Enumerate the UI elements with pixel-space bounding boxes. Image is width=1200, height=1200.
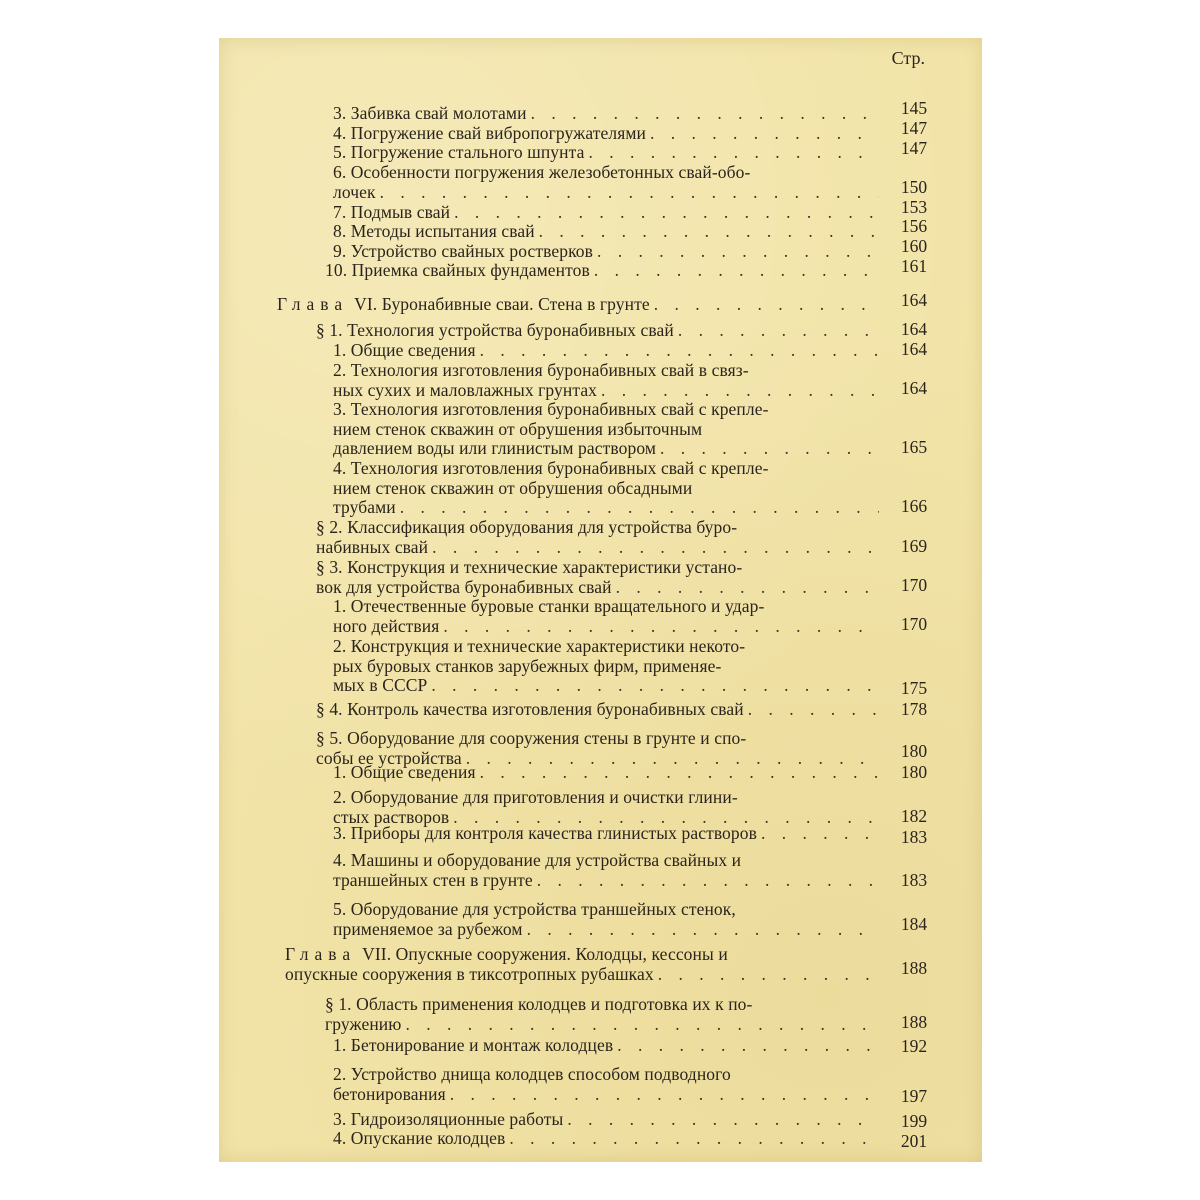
toc-entry-text: нием стенок скважин от обрушения обсадными <box>333 477 693 498</box>
chapter-label: Глава <box>285 944 357 964</box>
dot-leader <box>539 222 879 242</box>
toc-page-number: 199 <box>900 1111 928 1131</box>
dot-leader <box>454 203 879 223</box>
toc-entry <box>333 1036 879 1056</box>
toc-entry-text: 1. Бетонирование и монтаж колодцев <box>333 1035 614 1055</box>
toc-page-number: 164 <box>900 290 928 310</box>
toc-entry-text: применяемое за рубежом <box>333 918 523 939</box>
dot-leader <box>594 261 879 281</box>
toc-page-number: 183 <box>900 827 928 847</box>
toc-entry <box>333 361 879 400</box>
toc-page-number: 164 <box>900 319 928 339</box>
toc-entry-text: 8. Методы испытания свай <box>333 221 535 241</box>
toc-entry-text: бетонирования <box>333 1083 446 1104</box>
toc-chapter-entry <box>277 295 879 315</box>
toc-entry-text: 1. Отечественные буровые станки вращательного и удар- <box>333 596 765 616</box>
toc-page-number: 161 <box>900 256 928 276</box>
toc-page-number: 165 <box>900 437 928 457</box>
toc-entry <box>333 163 879 202</box>
dot-leader <box>654 295 879 315</box>
dot-leader <box>432 538 879 558</box>
dot-leader <box>597 242 879 262</box>
toc-page-number: 182 <box>900 806 928 826</box>
toc-entry <box>333 203 879 223</box>
toc-entry-text: ного действия <box>333 615 440 636</box>
toc-entry <box>316 518 879 557</box>
toc-entry-text: 4. Погружение свай вибропогружателями <box>333 123 647 143</box>
dot-leader <box>531 104 879 124</box>
toc-entry-text: стых растворов <box>333 806 450 827</box>
toc-entry-text: опускные сооружения в тиксотропных рубашках <box>285 963 654 984</box>
toc-entry-text: 2. Конструкция и технические характеристики некото- <box>333 636 746 656</box>
toc-entry-text: собы ее устройства <box>316 747 462 768</box>
dot-leader <box>431 676 879 696</box>
toc-entry-text: мых в СССР <box>333 675 428 695</box>
book-page <box>219 38 982 1162</box>
toc-entry <box>316 321 879 341</box>
toc-entry-text: 5. Погружение стального шпунта <box>333 142 585 162</box>
toc-entry-text: 1. Общие сведения <box>333 340 476 360</box>
toc-entry-text: § 2. Классификация оборудования для устройства буро- <box>316 517 738 537</box>
toc-entry <box>333 400 879 459</box>
toc-entry-text: 6. Особенности погружения железобетонных свай-обо- <box>333 162 751 182</box>
toc-entry-text: § 1. Технология устройства буронабивных свай <box>316 320 674 340</box>
toc-page-number: 188 <box>900 958 928 978</box>
dot-leader <box>450 1085 879 1105</box>
toc-entry-text: 4. Машины и оборудование для устройства свайных и <box>333 850 742 870</box>
toc-entry-text: гружению <box>325 1013 402 1034</box>
toc-entry <box>333 788 879 827</box>
toc-page-number: 180 <box>900 762 928 782</box>
toc-page-number: 201 <box>900 1131 928 1151</box>
dot-leader <box>761 824 879 844</box>
toc-page-number: 166 <box>900 496 928 516</box>
toc-entry-text: § 3. Конструкция и технические характеристики устано- <box>316 557 743 577</box>
toc-entry-text: лочек <box>333 181 376 202</box>
toc-page-number: 170 <box>900 575 928 595</box>
dot-leader <box>601 381 879 401</box>
dot-leader <box>405 1015 879 1035</box>
dot-leader <box>443 617 879 637</box>
toc-entry-text: 2. Устройство днища колодцев способом подводного <box>333 1064 731 1084</box>
toc-entry-text: 4. Опускание колодцев <box>333 1128 506 1148</box>
toc-entry-text: 3. Приборы для контроля качества глинистых растворов <box>333 823 757 843</box>
toc-entry <box>333 242 879 262</box>
toc-page-number: 164 <box>900 339 928 359</box>
toc-page-number: 169 <box>900 536 928 556</box>
toc-entry <box>333 124 879 144</box>
dot-leader <box>650 124 879 144</box>
toc-entry-text: 3. Забивка свай молотами <box>333 103 527 123</box>
dot-leader <box>617 1036 879 1056</box>
toc-entry <box>333 341 879 361</box>
toc-page-number: 153 <box>900 197 928 217</box>
dot-leader <box>527 920 879 940</box>
toc-entry-text: нием стенок скважин от обрушения избыточным <box>333 418 703 439</box>
toc-entry-text: давлением воды или глинистым раствором <box>333 438 657 458</box>
toc-entry <box>333 104 879 124</box>
dot-leader <box>678 321 879 341</box>
toc-entry-text: траншейных стен в грунте <box>333 869 533 890</box>
toc-entry-text: рых буровых станков зарубежных фирм, применяе- <box>333 655 722 676</box>
toc-page-number: 160 <box>900 236 928 256</box>
toc-page-number: 147 <box>900 118 928 138</box>
toc-entry <box>325 261 879 281</box>
dot-leader <box>400 498 879 518</box>
dot-leader <box>380 183 879 203</box>
dot-leader <box>567 1110 879 1130</box>
toc-page-number: 197 <box>900 1086 928 1106</box>
toc-page-number: 156 <box>900 216 928 236</box>
toc-entry <box>333 222 879 242</box>
toc-entry-text: VI. Буронабивные сваи. Стена в грунте <box>354 294 650 314</box>
toc-entry <box>333 459 879 518</box>
toc-entry <box>316 558 879 597</box>
toc-entry-text: набивных свай <box>316 536 429 557</box>
toc-page-number: 145 <box>900 98 928 118</box>
toc-entry-text: ных сухих и маловлажных грунтах <box>333 379 598 400</box>
toc-chapter-entry <box>285 945 879 984</box>
toc-page-number: 188 <box>900 1012 928 1032</box>
toc-page-number: 170 <box>900 614 928 634</box>
toc-entry <box>333 597 879 636</box>
toc-entry-text: § 1. Область применения колодцев и подготовка их к по- <box>325 994 753 1014</box>
chapter-label: Глава <box>277 294 349 314</box>
toc-entry-text: 2. Технология изготовления буронабивных свай в связ- <box>333 360 749 380</box>
toc-entry <box>333 763 879 783</box>
dot-leader <box>660 439 879 459</box>
toc-page-number: 184 <box>900 914 928 934</box>
dot-leader <box>537 871 879 891</box>
toc-entry <box>316 700 879 720</box>
toc-entry-text: 3. Гидроизоляционные работы <box>333 1109 564 1129</box>
dot-leader <box>658 965 879 985</box>
toc-entry-text: 9. Устройство свайных ростверков <box>333 241 594 261</box>
toc-entry-text: § 4. Контроль качества изготовления буронабивных свай <box>316 699 744 719</box>
toc-page-number: 164 <box>900 378 928 398</box>
toc-entry <box>333 1065 879 1104</box>
toc-entry-text: § 5. Оборудование для сооружения стены в грунте и спо- <box>316 728 747 748</box>
toc-entry-text: 10. Приемка свайных фундаментов <box>325 260 590 280</box>
toc-entry-text: вок для устройства буронабивных свай <box>316 576 612 597</box>
dot-leader <box>748 700 879 720</box>
toc-entry-text: 1. Общие сведения <box>333 762 476 782</box>
dot-leader <box>480 763 879 783</box>
toc-entry-text: трубами <box>333 497 396 517</box>
toc-page-number: 192 <box>900 1036 928 1056</box>
toc-page-number: 178 <box>900 699 928 719</box>
toc-entry-text: VII. Опускные сооружения. Колодцы, кессоны и <box>362 944 728 964</box>
toc-entry-text: 2. Оборудование для приготовления и очистки глини- <box>333 787 738 807</box>
toc-page-number: 147 <box>900 138 928 158</box>
toc-page-number: 180 <box>900 741 928 761</box>
page-column-header: Стр. <box>891 48 925 68</box>
toc-entry <box>333 851 879 890</box>
toc-entry-text: 7. Подмыв свай <box>333 202 451 222</box>
toc-entry-text: 5. Оборудование для устройства траншейных стенок, <box>333 899 736 919</box>
toc-page-number: 175 <box>900 678 928 698</box>
dot-leader <box>509 1129 879 1149</box>
toc-entry <box>333 143 879 163</box>
toc-entry <box>333 824 879 844</box>
dot-leader <box>616 578 879 598</box>
toc-entry-text: 4. Технология изготовления буронабивных свай с крепле- <box>333 458 769 478</box>
toc-page-number: 183 <box>900 870 928 890</box>
dot-leader <box>480 341 879 361</box>
toc-entry-text: 3. Технология изготовления буронабивных свай с крепле- <box>333 399 769 419</box>
toc-entry <box>333 900 879 939</box>
toc-entry <box>333 1110 879 1130</box>
dot-leader <box>588 143 879 163</box>
toc-entry <box>325 995 879 1034</box>
toc-entry <box>333 637 879 696</box>
toc-page-number: 150 <box>900 177 928 197</box>
toc-entry <box>333 1129 879 1149</box>
